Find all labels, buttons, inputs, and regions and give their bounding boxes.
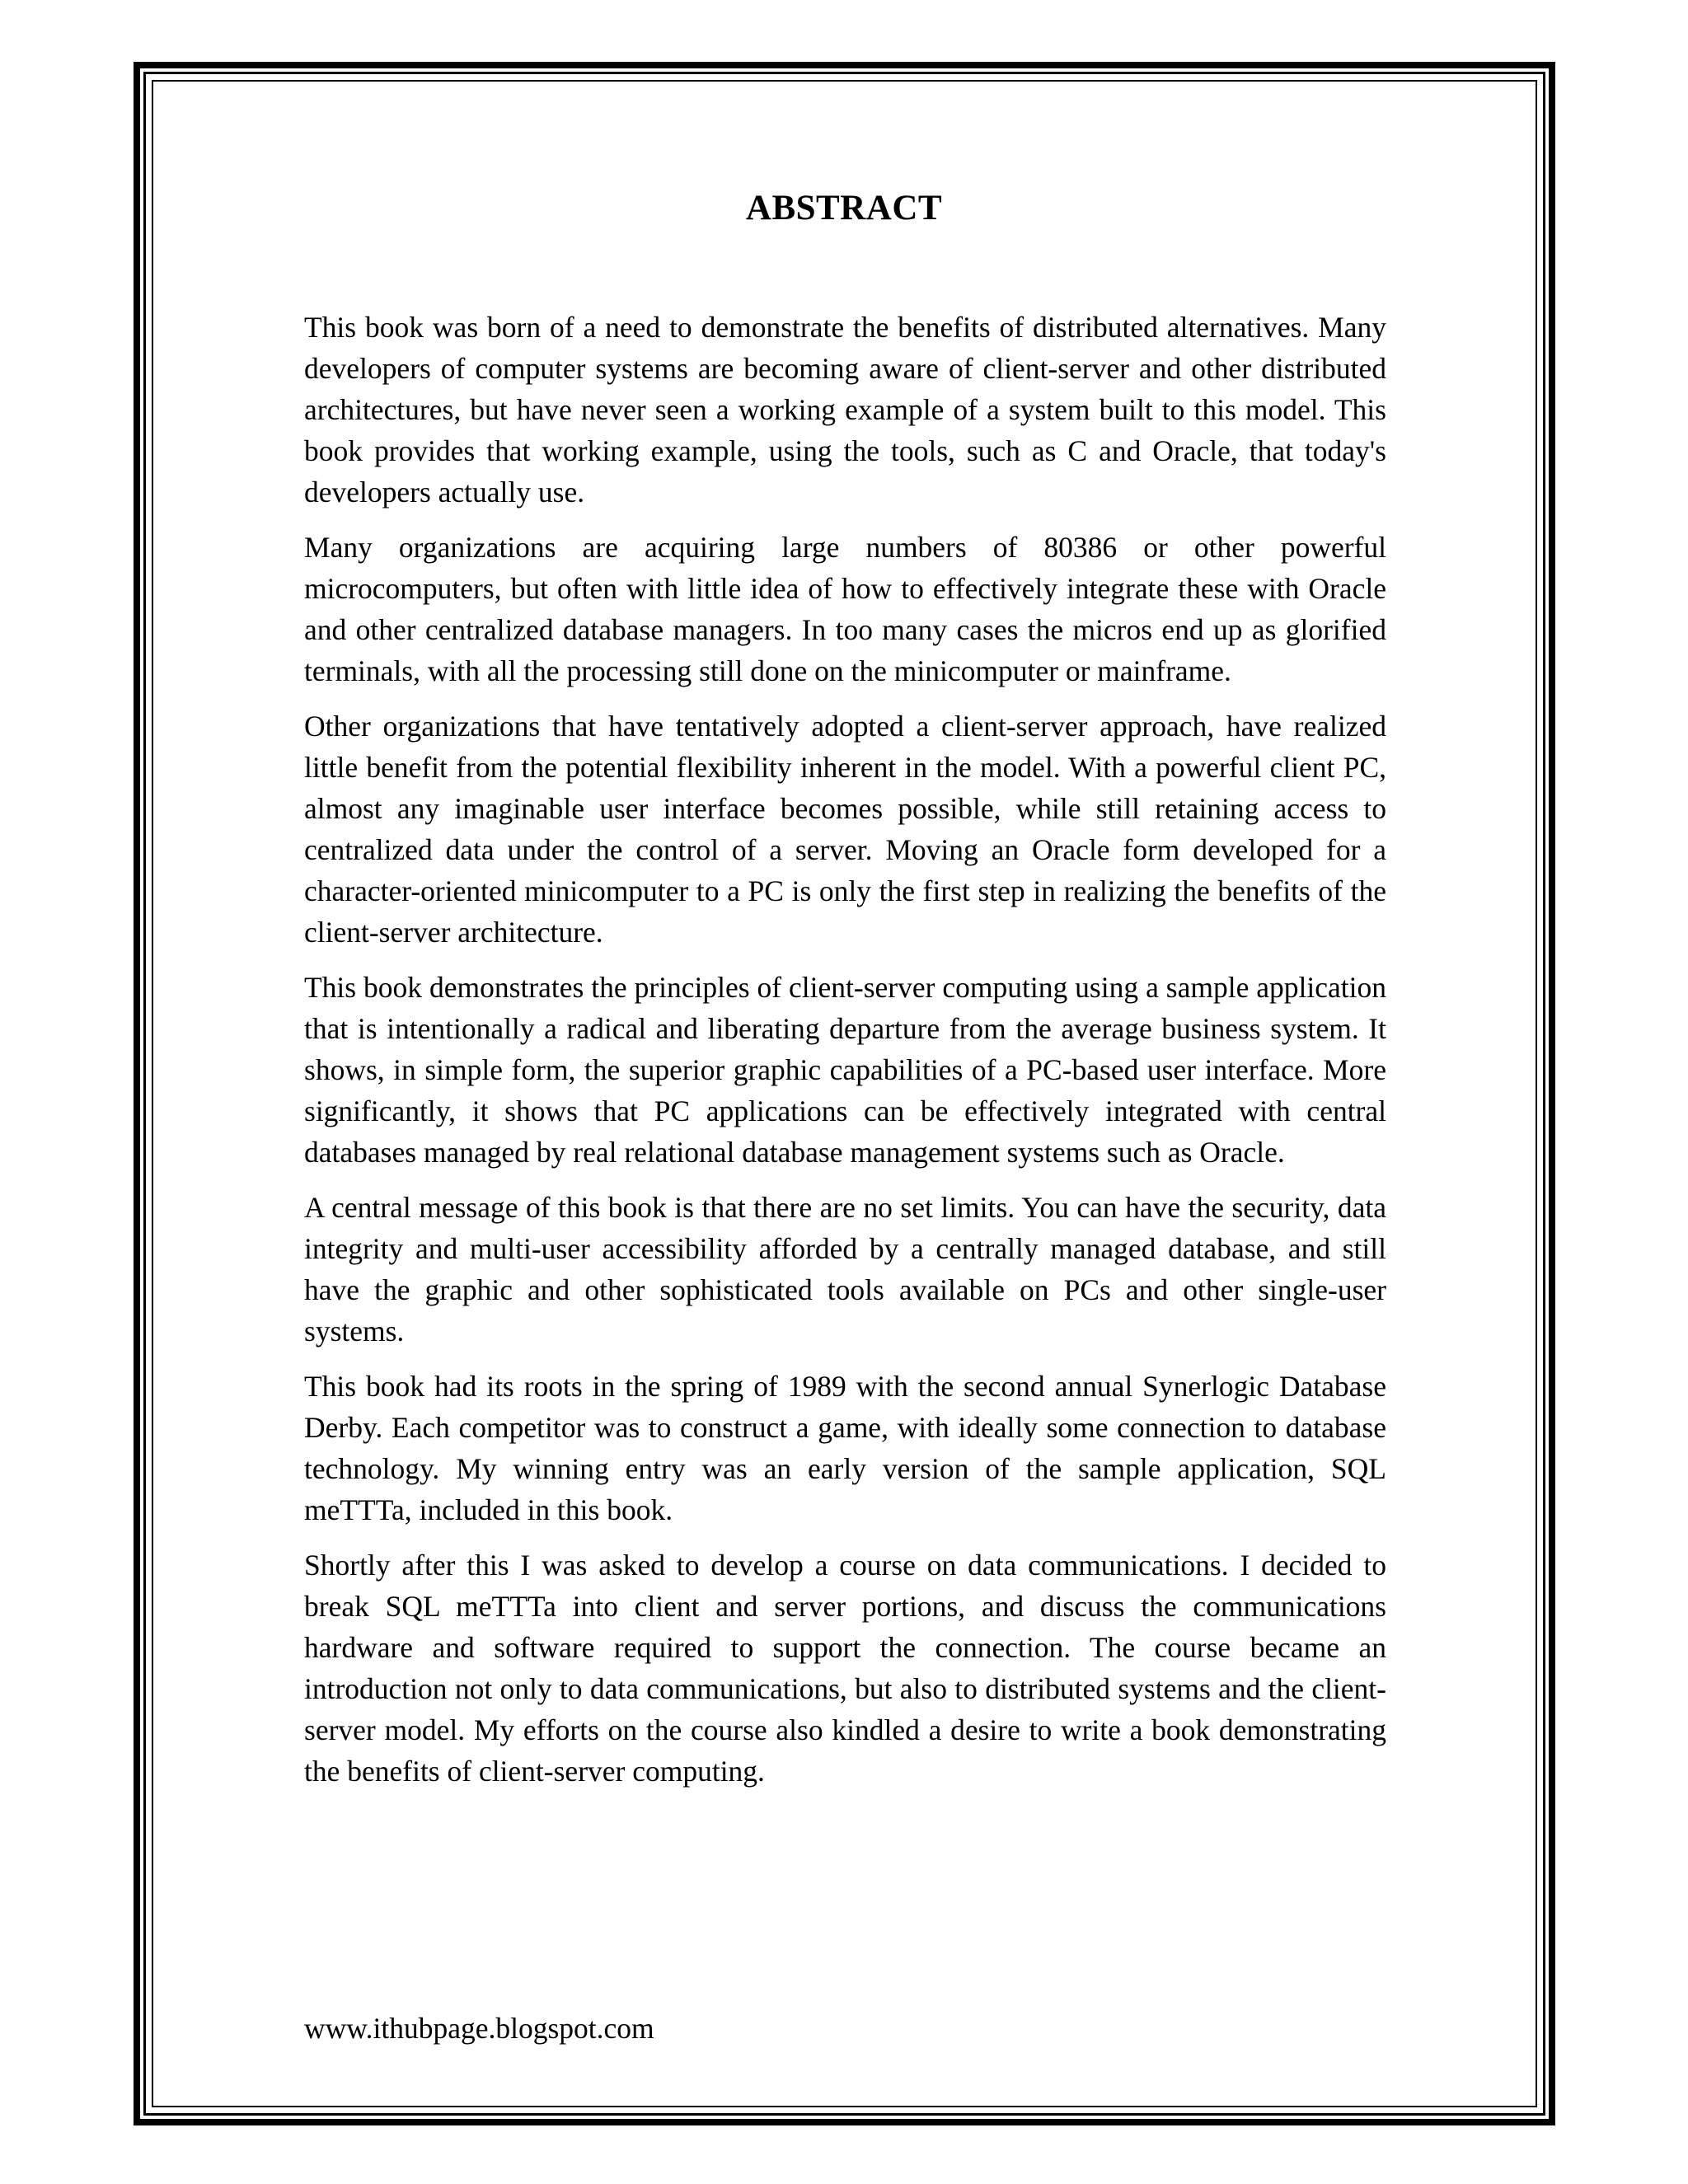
paragraph-5: A central message of this book is that there are no set limits. You can have the security, data integrity and multi-user accessibility afforded by a centrally managed database, and still have the graphic and other sophisticated tools available on PCs and other single-user systems.: [304, 1191, 1386, 1347]
paragraph-1: This book was born of a need to demonstrate the benefits of distributed alternatives. Many developers of computer systems are becoming aware of client-server and other distributed architectures, but have never seen a working example of a system built to this model. This book provides that working example, using the tools, such as C and Oracle, that today's developers actually use.: [304, 311, 1386, 509]
footer-url: www.ithubpage.blogspot.com: [304, 2012, 654, 2045]
paragraph-4: This book demonstrates the principles of client-server computing using a sample application that is intentionally a radical and liberating departure from the average business system. It shows, in simple form, the superior graphic capabilities of a PC-based user interface. More significantly, it shows that PC applications can be effectively integrated with central databases managed by real relational database management systems such as Oracle.: [304, 971, 1386, 1169]
paragraph-2: Many organizations are acquiring large numbers of 80386 or other powerful microcomputers, but often with little idea of how to effectively integrate these with Oracle and other centralized database managers. In too many cases the micros end up as glorified terminals, with all the processing still done on the minicomputer or mainframe.: [304, 531, 1386, 687]
abstract-body: [304, 307, 1386, 1806]
paragraph-6: This book had its roots in the spring of 1989 with the second annual Synerlogic Database Derby. Each competitor was to construct a game, with ideally some connection to database technology. My winning entry was an early version of the sample application, SQL meTTTa, included in this book.: [304, 1370, 1386, 1526]
page-title: ABSTRACT: [745, 189, 943, 227]
paragraph-3: Other organizations that have tentatively adopted a client-server approach, have realized little benefit from the potential flexibility inherent in the model. With a powerful client PC, almost any imaginable user interface becomes possible, while still retaining access to centralized data under the control of a server. Moving an Oracle form developed for a character-oriented minicomputer to a PC is only the first step in realizing the benefits of the client-server architecture.: [304, 710, 1386, 949]
paragraph-7: Shortly after this I was asked to develop a course on data communications. I decided to break SQL meTTTa into client and server portions, and discuss the communications hardware and software required to support the connection. The course became an introduction not only to data communications, but also to distributed systems and the client-server model. My efforts on the course also kindled a desire to write a book demonstrating the benefits of client-server computing.: [304, 1549, 1386, 1788]
